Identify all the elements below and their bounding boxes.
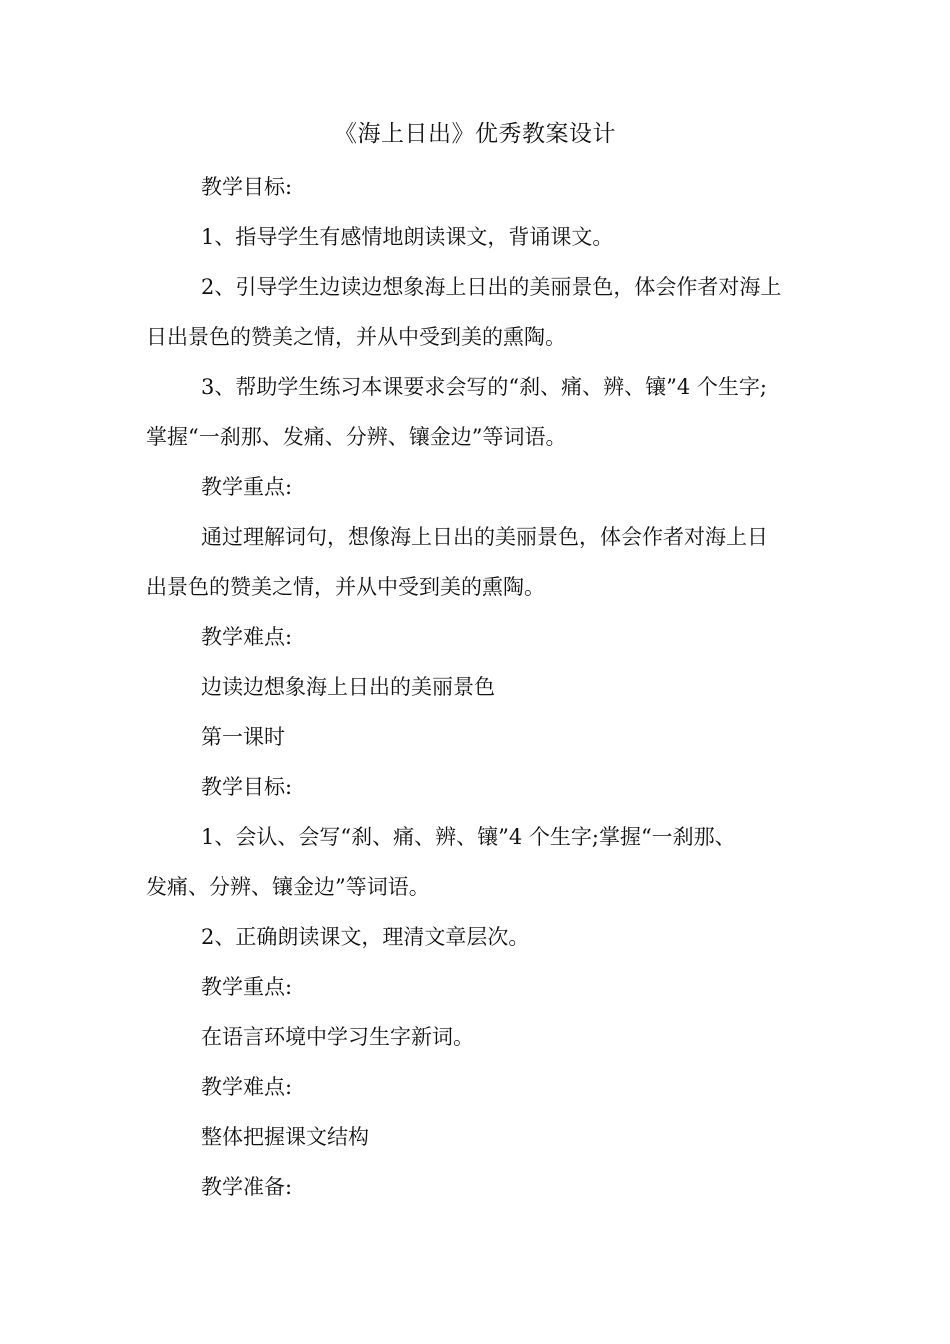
- paragraph-line: 出景色的赞美之情，并从中受到美的熏陶。: [146, 575, 545, 599]
- paragraph-line: 2、正确朗读课文，理清文章层次。: [201, 925, 530, 949]
- section-heading-first-lesson: 第一课时: [201, 725, 285, 749]
- paragraph-line: 整体把握课文结构: [201, 1125, 369, 1149]
- section-heading-objectives: 教学目标:: [201, 775, 293, 799]
- paragraph-line: 边读边想象海上日出的美丽景色: [201, 675, 495, 699]
- paragraph-line: 3、帮助学生练习本课要求会写的“刹、痛、辨、镶”4 个生字;: [201, 375, 767, 399]
- document-title: 《海上日出》优秀教案设计: [334, 121, 616, 147]
- section-heading-preparation: 教学准备:: [201, 1175, 293, 1199]
- section-heading-difficulties: 教学难点:: [201, 1075, 293, 1099]
- paragraph-line: 掌握“一刹那、发痛、分辨、镶金边”等词语。: [146, 425, 567, 449]
- section-heading-key-points: 教学重点:: [201, 975, 293, 999]
- paragraph-line: 1、指导学生有感情地朗读课文，背诵课文。: [201, 225, 614, 249]
- section-heading-difficulties: 教学难点:: [201, 625, 293, 649]
- paragraph-line: 在语言环境中学习生字新词。: [201, 1025, 474, 1049]
- paragraph-line: 通过理解词句，想像海上日出的美丽景色，体会作者对海上日: [201, 525, 768, 549]
- paragraph-line: 日出景色的赞美之情，并从中受到美的熏陶。: [146, 325, 566, 349]
- section-heading-key-points: 教学重点:: [201, 475, 293, 499]
- paragraph-line: 发痛、分辨、镶金边”等词语。: [146, 875, 430, 899]
- paragraph-line: 1、会认、会写“刹、痛、辨、镶”4 个生字;掌握“一刹那、: [201, 825, 736, 849]
- section-heading-objectives: 教学目标:: [201, 175, 293, 199]
- paragraph-line: 2、引导学生边读边想象海上日出的美丽景色，体会作者对海上: [201, 275, 782, 299]
